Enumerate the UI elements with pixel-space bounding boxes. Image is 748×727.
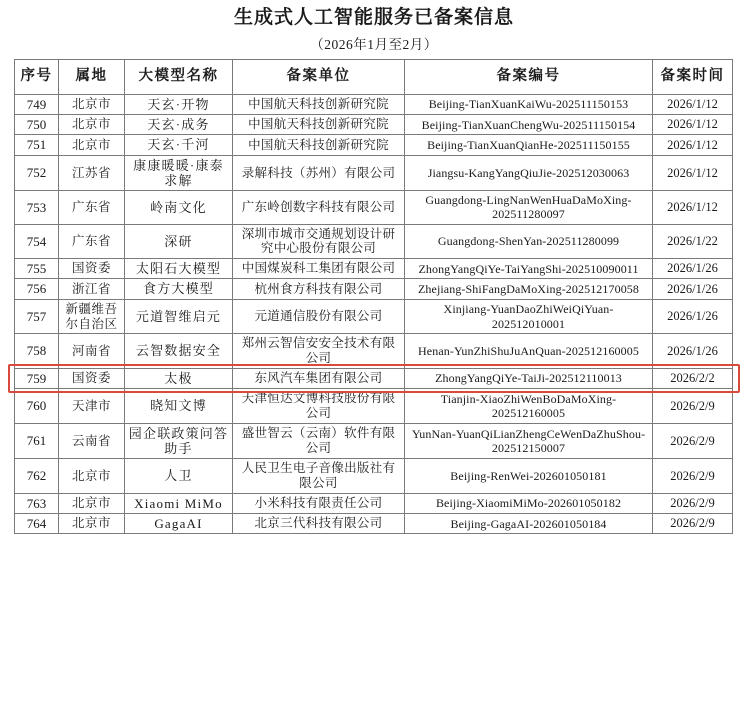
column-header-date: 备案时间 — [653, 59, 733, 94]
cell-date: 2026/2/9 — [653, 514, 733, 534]
table-row — [15, 155, 733, 191]
cell-num: 754 — [15, 224, 59, 259]
cell-region: 江苏省 — [59, 155, 125, 191]
cell-date: 2026/1/26 — [653, 334, 733, 369]
cell-model: 食方大模型 — [125, 279, 233, 299]
table-row — [15, 389, 733, 424]
cell-num: 757 — [15, 299, 59, 334]
cell-model: Xiaomi MiMo — [125, 493, 233, 513]
cell-org: 深圳市城市交通规划设计研究中心股份有限公司 — [233, 224, 405, 259]
cell-region: 北京市 — [59, 493, 125, 513]
cell-org: 中国航天科技创新研究院 — [233, 135, 405, 155]
cell-region: 新疆维吾尔自治区 — [59, 299, 125, 334]
table-row — [15, 514, 733, 534]
cell-org: 小米科技有限责任公司 — [233, 493, 405, 513]
cell-model: 园企联政策问答助手 — [125, 423, 233, 459]
cell-date: 2026/2/9 — [653, 459, 733, 494]
cell-date: 2026/2/9 — [653, 493, 733, 513]
cell-model: 元道智维启元 — [125, 299, 233, 334]
cell-date: 2026/1/12 — [653, 115, 733, 135]
cell-org: 中国航天科技创新研究院 — [233, 94, 405, 114]
cell-model: 晓知文博 — [125, 389, 233, 424]
cell-region: 河南省 — [59, 334, 125, 369]
cell-region: 北京市 — [59, 514, 125, 534]
cell-date: 2026/1/26 — [653, 299, 733, 334]
cell-code: Henan-YunZhiShuJuAnQuan-202512160005 — [405, 334, 653, 369]
table-row — [15, 459, 733, 494]
cell-org: 中国煤炭科工集团有限公司 — [233, 259, 405, 279]
page-title: 生成式人工智能服务已备案信息 — [233, 7, 514, 28]
table-row — [15, 94, 733, 114]
column-header-model: 大模型名称 — [125, 59, 233, 94]
cell-code: ZhongYangQiYe-TaiYangShi-202510090011 — [405, 259, 653, 279]
cell-region: 浙江省 — [59, 279, 125, 299]
cell-code: Xinjiang-YuanDaoZhiWeiQiYuan-202512010001 — [405, 299, 653, 334]
table-row — [15, 191, 733, 224]
cell-code: Guangdong-ShenYan-202511280099 — [405, 224, 653, 259]
cell-org: 广东岭创数字科技有限公司 — [233, 191, 405, 224]
cell-org: 杭州食方科技有限公司 — [233, 279, 405, 299]
cell-org: 东风汽车集团有限公司 — [233, 368, 405, 388]
table-row — [15, 135, 733, 155]
cell-region: 广东省 — [59, 191, 125, 224]
cell-org: 郑州云智信安安全技术有限公司 — [233, 334, 405, 369]
cell-date: 2026/2/9 — [653, 423, 733, 459]
cell-model: 天玄·开物 — [125, 94, 233, 114]
cell-model: 云智数据安全 — [125, 334, 233, 369]
cell-num: 758 — [15, 334, 59, 369]
cell-date: 2026/1/12 — [653, 191, 733, 224]
cell-region: 天津市 — [59, 389, 125, 424]
table-row — [15, 224, 733, 259]
table-row — [15, 259, 733, 279]
cell-num: 759 — [15, 368, 59, 388]
cell-model: 岭南文化 — [125, 191, 233, 224]
cell-num: 750 — [15, 115, 59, 135]
cell-model: 深研 — [125, 224, 233, 259]
cell-region: 国资委 — [59, 368, 125, 388]
cell-code: Beijing-TianXuanKaiWu-202511150153 — [405, 94, 653, 114]
cell-org: 录解科技（苏州）有限公司 — [233, 155, 405, 191]
cell-code: Guangdong-LingNanWenHuaDaMoXing-202511280097 — [405, 191, 653, 224]
cell-model: GagaAI — [125, 514, 233, 534]
cell-num: 760 — [15, 389, 59, 424]
table-row — [15, 299, 733, 334]
table-header — [15, 59, 733, 94]
cell-model: 天玄·千河 — [125, 135, 233, 155]
cell-region: 国资委 — [59, 259, 125, 279]
table-row — [15, 279, 733, 299]
cell-num: 756 — [15, 279, 59, 299]
table-row — [15, 115, 733, 135]
cell-code: Beijing-TianXuanQianHe-202511150155 — [405, 135, 653, 155]
cell-code: Tianjin-XiaoZhiWenBoDaMoXing-202512160005 — [405, 389, 653, 424]
cell-date: 2026/1/26 — [653, 259, 733, 279]
table-row — [15, 423, 733, 459]
cell-region: 北京市 — [59, 94, 125, 114]
cell-date: 2026/1/12 — [653, 155, 733, 191]
column-header-region: 属地 — [59, 59, 125, 94]
cell-num: 753 — [15, 191, 59, 224]
cell-model: 太阳石大模型 — [125, 259, 233, 279]
cell-date: 2026/2/2 — [653, 368, 733, 388]
column-header-num: 序号 — [15, 59, 59, 94]
cell-code: Zhejiang-ShiFangDaMoXing-202512170058 — [405, 279, 653, 299]
registration-table — [14, 59, 733, 535]
cell-code: Beijing-TianXuanChengWu-202511150154 — [405, 115, 653, 135]
cell-org: 天津恒达文博科技股份有限公司 — [233, 389, 405, 424]
column-header-org: 备案单位 — [233, 59, 405, 94]
cell-num: 763 — [15, 493, 59, 513]
cell-region: 北京市 — [59, 459, 125, 494]
cell-region: 云南省 — [59, 423, 125, 459]
cell-code: YunNan-YuanQiLianZhengCeWenDaZhuShou-202512150007 — [405, 423, 653, 459]
cell-org: 人民卫生电子音像出版社有限公司 — [233, 459, 405, 494]
cell-date: 2026/1/12 — [653, 94, 733, 114]
cell-code: Beijing-GagaAI-202601050184 — [405, 514, 653, 534]
cell-num: 755 — [15, 259, 59, 279]
cell-model: 天玄·成务 — [125, 115, 233, 135]
cell-org: 盛世智云（云南）软件有限公司 — [233, 423, 405, 459]
table-row — [15, 493, 733, 513]
cell-code: ZhongYangQiYe-TaiJi-202512110013 — [405, 368, 653, 388]
cell-date: 2026/1/26 — [653, 279, 733, 299]
cell-code: Beijing-RenWei-202601050181 — [405, 459, 653, 494]
cell-num: 749 — [15, 94, 59, 114]
table-row — [15, 334, 733, 369]
cell-org: 中国航天科技创新研究院 — [233, 115, 405, 135]
cell-model: 太极 — [125, 368, 233, 388]
cell-date: 2026/1/12 — [653, 135, 733, 155]
cell-region: 北京市 — [59, 115, 125, 135]
cell-num: 762 — [15, 459, 59, 494]
table-row — [15, 368, 733, 388]
table-body — [15, 94, 733, 534]
cell-num: 764 — [15, 514, 59, 534]
cell-region: 北京市 — [59, 135, 125, 155]
cell-region: 广东省 — [59, 224, 125, 259]
page-subtitle: （2026年1月至2月） — [310, 36, 438, 52]
cell-model: 人卫 — [125, 459, 233, 494]
cell-num: 761 — [15, 423, 59, 459]
cell-date: 2026/1/22 — [653, 224, 733, 259]
cell-date: 2026/2/9 — [653, 389, 733, 424]
table-header-row — [15, 59, 733, 94]
cell-org: 北京三代科技有限公司 — [233, 514, 405, 534]
cell-code: Beijing-XiaomiMiMo-202601050182 — [405, 493, 653, 513]
cell-org: 元道通信股份有限公司 — [233, 299, 405, 334]
column-header-code: 备案编号 — [405, 59, 653, 94]
cell-code: Jiangsu-KangYangQiuJie-202512030063 — [405, 155, 653, 191]
cell-model: 康康暖暖·康泰求解 — [125, 155, 233, 191]
cell-num: 751 — [15, 135, 59, 155]
cell-num: 752 — [15, 155, 59, 191]
